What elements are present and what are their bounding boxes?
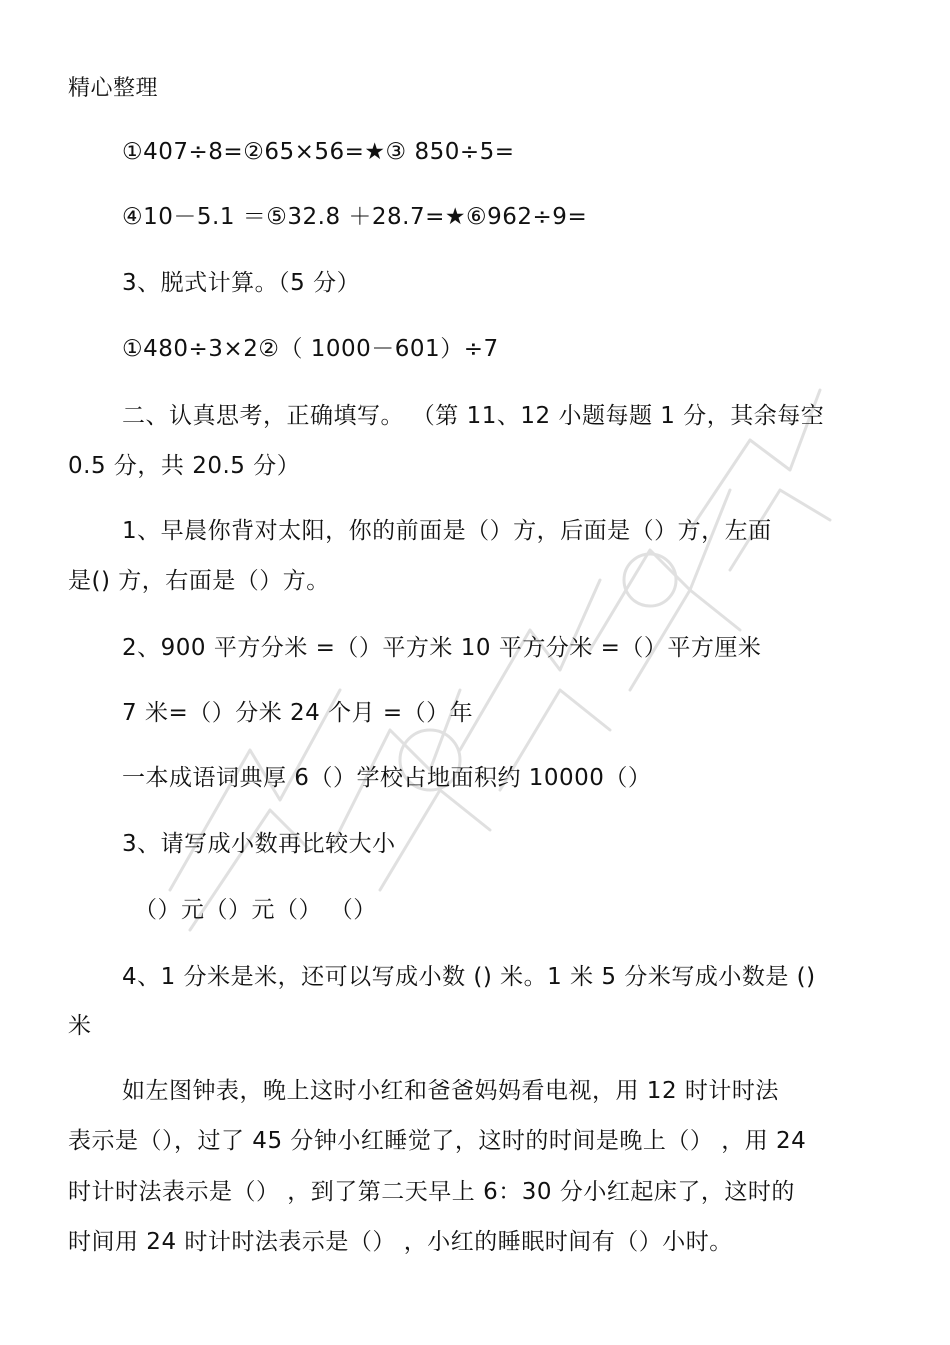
clock-question-line-2: 表示是（），过了 45 分钟小红睡觉了，这时的时间是晚上（） ，用 24 (68, 1128, 807, 1154)
section-heading-2: 二、认真思考，正确填写。 （第 11、12 小题每题 1 分，其余每空 (122, 403, 825, 429)
question-4: 4、1 分米是米，还可以写成小数 () 米。1 米 5 分米写成小数是 () (122, 964, 816, 990)
document-header: 精心整理 (68, 76, 159, 101)
question-1: 1、早晨你背对太阳，你的前面是（）方，后面是（）方，左面 (122, 518, 772, 544)
calc-row-3: ①480÷3×2②（ 1000－601）÷7 (122, 336, 499, 362)
question-3-blanks: （）元（）元（） （） (134, 897, 377, 923)
section-heading-2-cont: 0.5 分，共 20.5 分） (68, 453, 301, 479)
question-2: 2、900 平方分米 =（）平方米 10 平方分米 =（）平方厘米 (122, 635, 762, 661)
question-3: 3、请写成小数再比较大小 (122, 831, 396, 857)
section-heading-stepwise: 3、脱式计算。（5 分） (122, 270, 361, 296)
calc-row-1: ①407÷8=②65×56=★③ 850÷5= (122, 139, 515, 165)
calc-row-2: ④10－5.1 ＝⑤32.8 ＋28.7=★⑥962÷9= (122, 204, 588, 230)
question-2-row-3: 一本成语词典厚 6（）学校占地面积约 10000（） (122, 765, 652, 791)
question-4-cont: 米 (68, 1013, 92, 1039)
clock-question-line-3: 时计时法表示是（） ，到了第二天早上 6：30 分小红起床了，这时的 (68, 1179, 795, 1205)
question-1-cont: 是() 方，右面是（）方。 (68, 568, 330, 594)
clock-question: 如左图钟表，晚上这时小红和爸爸妈妈看电视，用 12 时计时法 (122, 1078, 779, 1104)
clock-question-line-4: 时间用 24 时计时法表示是（） ，小红的睡眠时间有（）小时。 (68, 1229, 733, 1255)
question-2-row-2: 7 米=（）分米 24 个月 =（）年 (122, 700, 474, 726)
